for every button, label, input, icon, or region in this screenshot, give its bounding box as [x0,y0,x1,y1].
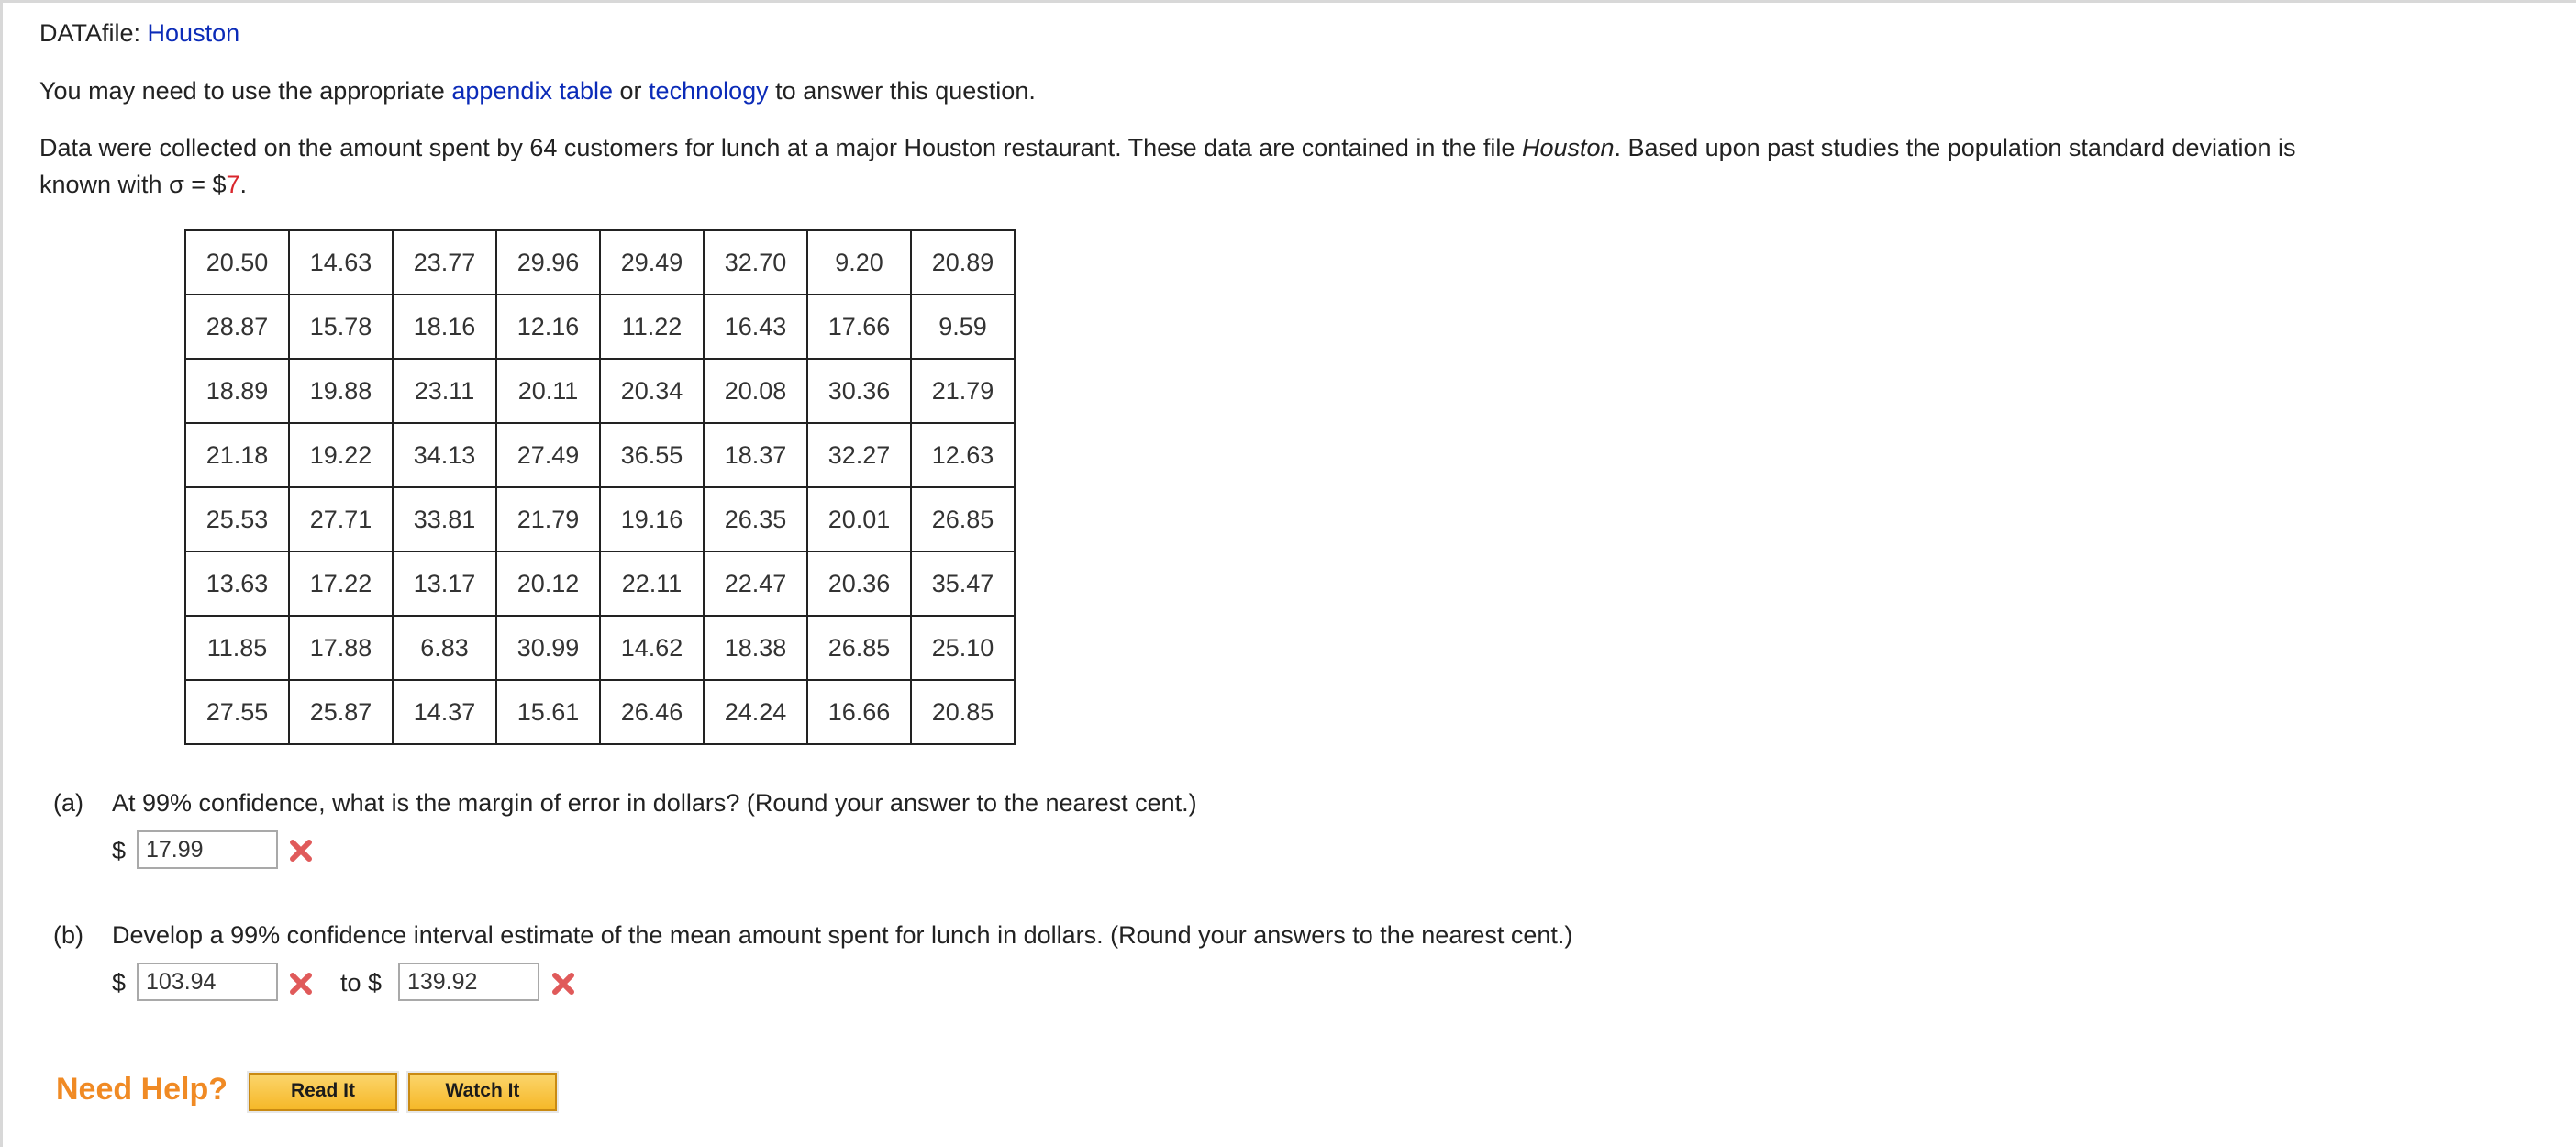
table-cell: 20.34 [600,359,704,423]
table-row [185,359,1015,423]
table-cell: 22.47 [704,551,807,616]
table-cell: 12.63 [911,423,1015,487]
datafile-label: DATAfile: [39,19,141,47]
part-a-question: At 99% confidence, what is the margin of error in dollars? (Round your answer to the nearest cent.) [112,789,1197,817]
ci-lower-input[interactable] [137,963,278,1001]
part-b-question: Develop a 99% confidence interval estimate of the mean amount spent for lunch in dollars. (Round your answers to the nearest cent.) [112,921,1573,949]
table-cell: 23.77 [393,230,496,295]
sigma-value: 7 [226,171,240,198]
intro-suffix-text: to answer this question. [775,77,1036,105]
datafile-line [39,15,239,51]
part-b-label: (b) [53,921,83,949]
intro-line [39,72,1036,109]
table-cell: 19.88 [289,359,393,423]
incorrect-x-icon [288,838,314,863]
to-dollar-label: to $ [340,969,383,997]
margin-of-error-input[interactable] [137,830,278,869]
problem-text-cont: . Based upon past studies the population standard deviation is [1614,134,2296,161]
need-help-label: Need Help? [56,1072,228,1107]
table-cell: 11.22 [600,295,704,359]
table-cell: 36.55 [600,423,704,487]
part-a-currency: $ [112,837,127,864]
table-cell: 20.36 [807,551,911,616]
table-row [185,295,1015,359]
problem-line-1 [39,129,2296,166]
problem-file-name: Houston [1521,134,1615,161]
table-cell: 15.78 [289,295,393,359]
table-cell: 17.88 [289,616,393,680]
sigma-suffix: . [239,171,248,198]
table-cell: 18.89 [185,359,289,423]
part-a-label: (a) [53,789,83,817]
table-cell: 9.20 [807,230,911,295]
datafile-link[interactable]: Houston [147,19,240,47]
table-cell: 16.66 [807,680,911,744]
intro-or-text: or [619,77,642,105]
ci-upper-input[interactable] [398,963,539,1001]
table-cell: 14.37 [393,680,496,744]
appendix-table-link[interactable]: appendix table [451,77,613,105]
table-cell: 14.63 [289,230,393,295]
data-table [184,229,1016,745]
table-cell: 21.79 [911,359,1015,423]
table-cell: 20.11 [496,359,600,423]
table-cell: 18.16 [393,295,496,359]
table-row [185,680,1015,744]
table-cell: 26.46 [600,680,704,744]
table-cell: 35.47 [911,551,1015,616]
table-cell: 17.66 [807,295,911,359]
table-cell: 32.70 [704,230,807,295]
table-cell: 17.22 [289,551,393,616]
table-cell: 20.12 [496,551,600,616]
table-cell: 34.13 [393,423,496,487]
table-cell: 21.18 [185,423,289,487]
table-row [185,551,1015,616]
read-it-button[interactable]: Read It [249,1073,397,1111]
watch-it-button[interactable]: Watch It [408,1073,557,1111]
incorrect-x-icon [550,971,576,997]
incorrect-x-icon [288,971,314,997]
table-cell: 12.16 [496,295,600,359]
table-cell: 27.49 [496,423,600,487]
table-cell: 20.50 [185,230,289,295]
table-cell: 20.08 [704,359,807,423]
table-cell: 26.85 [807,616,911,680]
table-row [185,487,1015,551]
table-cell: 29.49 [600,230,704,295]
table-cell: 32.27 [807,423,911,487]
table-cell: 28.87 [185,295,289,359]
table-cell: 11.85 [185,616,289,680]
table-cell: 27.71 [289,487,393,551]
table-cell: 19.22 [289,423,393,487]
table-cell: 24.24 [704,680,807,744]
table-cell: 19.16 [600,487,704,551]
table-cell: 20.85 [911,680,1015,744]
table-cell: 9.59 [911,295,1015,359]
intro-text: You may need to use the appropriate [39,77,445,105]
table-cell: 18.38 [704,616,807,680]
technology-link[interactable]: technology [649,77,769,105]
table-cell: 30.36 [807,359,911,423]
table-cell: 13.17 [393,551,496,616]
table-cell: 30.99 [496,616,600,680]
table-cell: 25.10 [911,616,1015,680]
table-row [185,616,1015,680]
table-cell: 27.55 [185,680,289,744]
table-cell: 33.81 [393,487,496,551]
table-cell: 29.96 [496,230,600,295]
table-cell: 6.83 [393,616,496,680]
table-cell: 13.63 [185,551,289,616]
table-row [185,423,1015,487]
problem-line-2 [39,166,247,203]
table-cell: 25.87 [289,680,393,744]
problem-text: Data were collected on the amount spent by 64 customers for lunch at a major Houston restaurant. These data are contained in the file [39,134,1516,161]
table-cell: 16.43 [704,295,807,359]
table-cell: 20.89 [911,230,1015,295]
table-cell: 22.11 [600,551,704,616]
part-b-currency: $ [112,969,127,997]
table-cell: 25.53 [185,487,289,551]
table-cell: 15.61 [496,680,600,744]
table-cell: 20.01 [807,487,911,551]
sigma-prefix: known with σ = $ [39,171,227,198]
table-cell: 26.85 [911,487,1015,551]
table-cell: 14.62 [600,616,704,680]
table-cell: 23.11 [393,359,496,423]
table-cell: 18.37 [704,423,807,487]
table-row [185,230,1015,295]
table-cell: 26.35 [704,487,807,551]
table-cell: 21.79 [496,487,600,551]
